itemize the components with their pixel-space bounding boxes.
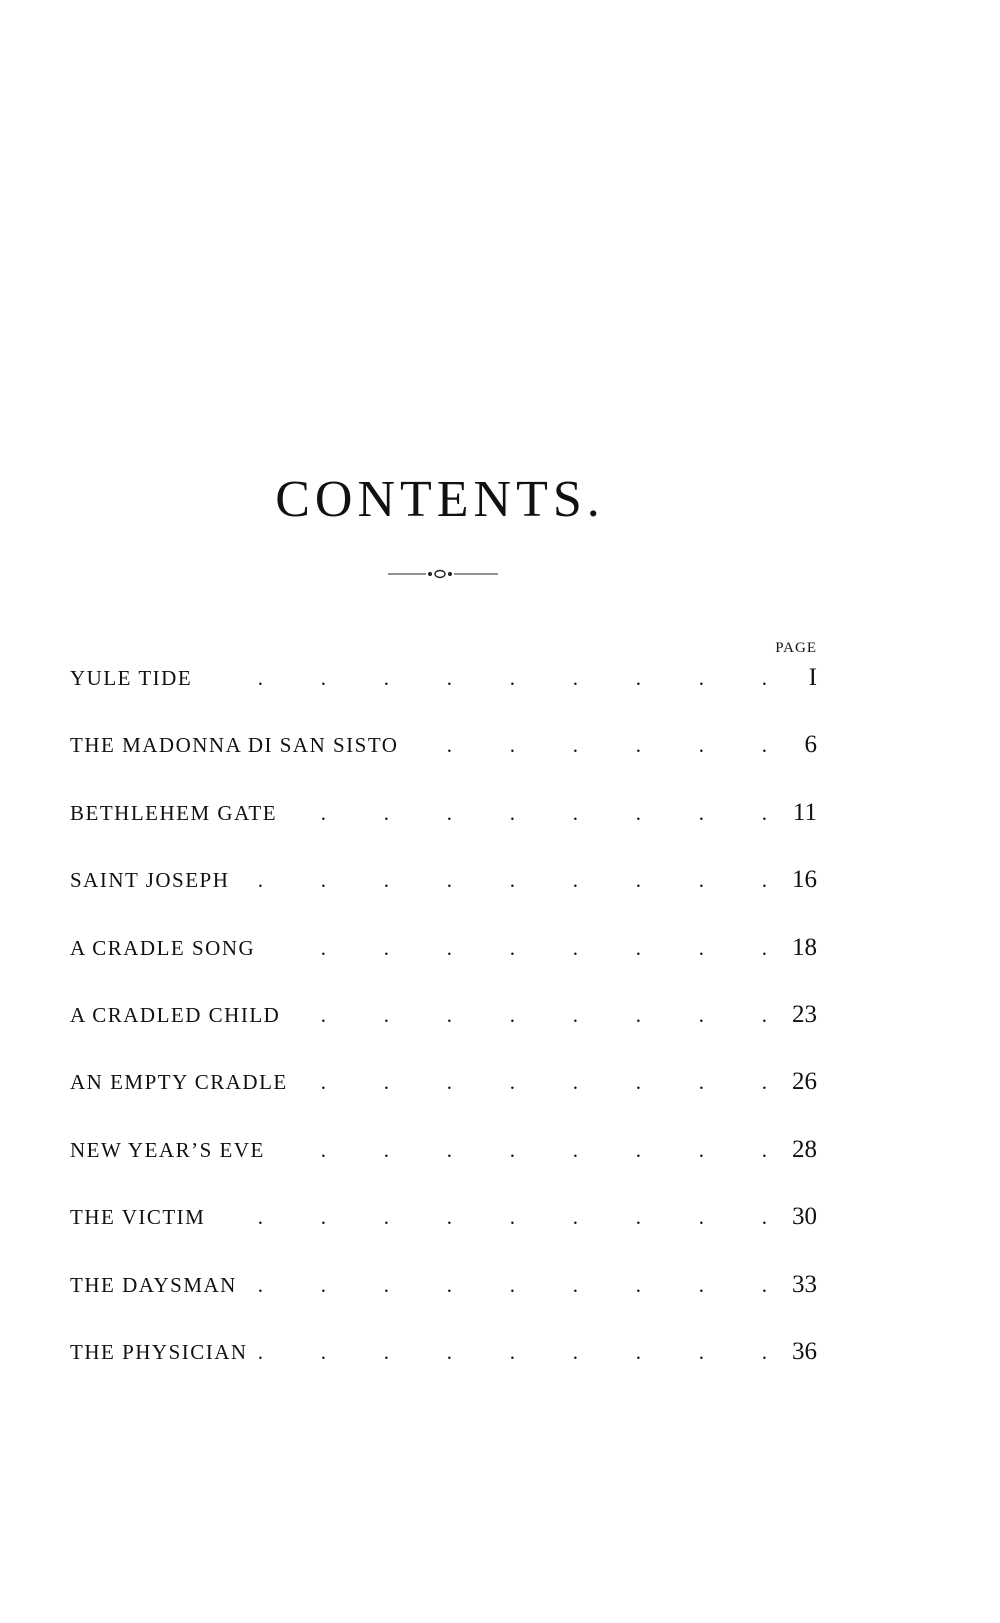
toc-entry[interactable] xyxy=(70,664,817,731)
toc-entry-page: 26 xyxy=(792,1068,817,1096)
toc-entry-title: A CRADLED CHILD xyxy=(70,1002,281,1027)
toc-leader-dots xyxy=(247,1273,767,1298)
toc-entry-title: SAINT JOSEPH xyxy=(70,868,230,893)
toc-entry[interactable] xyxy=(70,1136,817,1203)
toc-entry-title: THE DAYSMAN xyxy=(70,1272,237,1297)
toc-entry-page: 33 xyxy=(792,1270,817,1298)
toc-leader-dots xyxy=(287,801,767,826)
toc-entry-page: 23 xyxy=(792,1000,817,1028)
toc-entry-title: THE MADONNA DI SAN SISTO xyxy=(70,733,399,758)
page-column-label: PAGE xyxy=(775,640,817,656)
toc-entry-page: 11 xyxy=(792,798,817,826)
toc-leader-dots xyxy=(239,868,767,893)
toc-entry-title: BETHLEHEM GATE xyxy=(70,800,278,825)
table-of-contents xyxy=(70,664,817,1405)
toc-entry-title: NEW YEAR’S EVE xyxy=(70,1137,265,1162)
toc-entry[interactable] xyxy=(70,731,817,798)
toc-entry[interactable] xyxy=(70,1068,817,1135)
toc-entry-page: I xyxy=(808,664,817,691)
toc-leader-dots xyxy=(258,1340,767,1365)
toc-entry[interactable] xyxy=(70,934,817,1001)
toc-entry-title: AN EMPTY CRADLE xyxy=(70,1070,288,1095)
toc-entry[interactable] xyxy=(70,1203,817,1270)
toc-entry-title: YULE TIDE xyxy=(70,666,193,690)
toc-entry-title: THE PHYSICIAN xyxy=(70,1339,248,1364)
toc-leader-dots xyxy=(215,1205,767,1230)
page-title: CONTENTS. xyxy=(275,471,605,528)
toc-entry-page: 30 xyxy=(792,1203,817,1231)
toc-entry[interactable] xyxy=(70,799,817,866)
toc-entry[interactable] xyxy=(70,1001,817,1068)
toc-leader-dots xyxy=(265,936,767,961)
toc-entry[interactable] xyxy=(70,1271,817,1338)
divider-ornament-icon xyxy=(388,568,498,580)
toc-entry-page: 36 xyxy=(792,1337,817,1365)
toc-entry-title: THE VICTIM xyxy=(70,1205,206,1230)
toc-entry-page: 6 xyxy=(804,731,817,759)
toc-entry[interactable] xyxy=(70,1338,817,1405)
toc-leader-dots xyxy=(298,1070,767,1095)
toc-leader-dots xyxy=(408,733,767,758)
toc-leader-dots xyxy=(202,666,767,691)
toc-entry-page: 16 xyxy=(792,866,817,894)
toc-entry-page: 18 xyxy=(792,933,817,961)
toc-leader-dots xyxy=(275,1138,767,1163)
toc-leader-dots xyxy=(290,1003,767,1028)
toc-entry-page: 28 xyxy=(792,1135,817,1163)
toc-entry[interactable] xyxy=(70,866,817,933)
toc-entry-title: A CRADLE SONG xyxy=(70,935,256,960)
